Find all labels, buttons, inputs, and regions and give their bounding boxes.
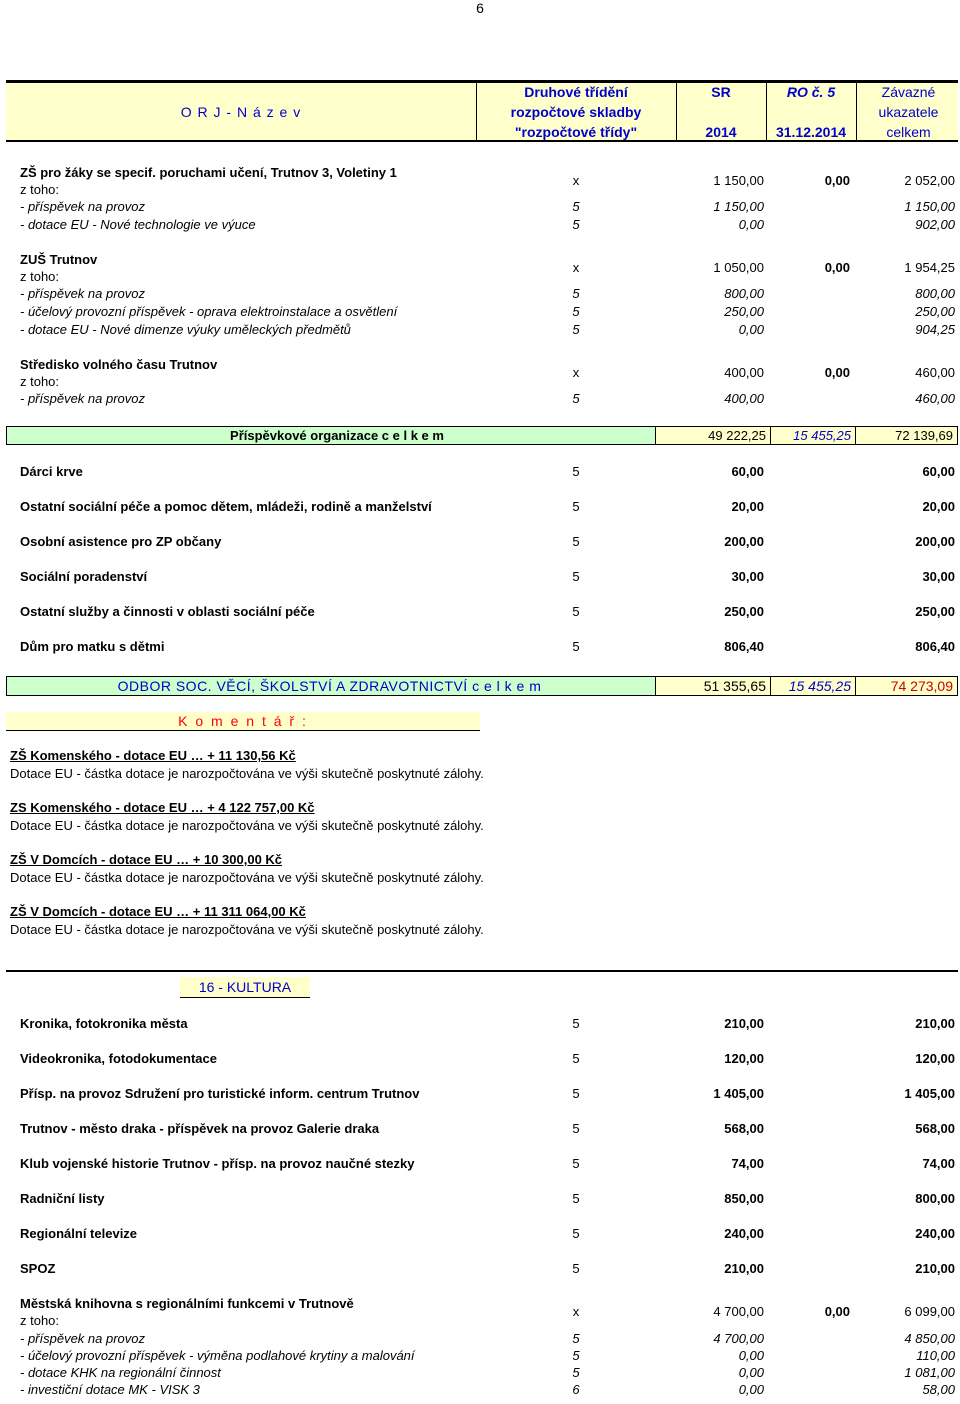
header-zav-1: Závazné xyxy=(881,83,936,100)
table-row xyxy=(6,1085,958,1102)
svc-ro: 0,00 xyxy=(824,365,850,380)
row-label: - příspěvek na provoz xyxy=(20,1331,146,1346)
row-sr: 210,00 xyxy=(724,1261,764,1276)
note-text: Dotace EU - částka dotace je narozpočtována ve výši skutečně poskytnuté zálohy. xyxy=(10,818,484,833)
row-sr: 1 150,00 xyxy=(713,199,764,214)
row-sr: 120,00 xyxy=(724,1051,764,1066)
mk-sr: 4 700,00 xyxy=(713,1304,764,1319)
svc-ztoho: z toho: xyxy=(20,374,60,389)
zs-ro: 0,00 xyxy=(824,173,850,188)
row-sr: 4 700,00 xyxy=(713,1331,764,1346)
table-row xyxy=(6,198,958,215)
header-sr-2: 2014 xyxy=(705,123,737,140)
row-code: 5 xyxy=(572,464,580,479)
table-row xyxy=(6,533,958,550)
zus-ztoho: z toho: xyxy=(20,269,60,284)
header-druh-1: Druhové třídění xyxy=(524,83,628,100)
header-sr xyxy=(676,83,766,140)
row-code: 5 xyxy=(572,1226,580,1241)
row-tot: 800,00 xyxy=(915,1191,955,1206)
row-tot: 210,00 xyxy=(915,1016,955,1031)
row-code: 5 xyxy=(572,1016,580,1031)
row-label: Ostatní služby a činnosti v oblasti sociální péče xyxy=(20,604,315,619)
row-label: Dárci krve xyxy=(20,464,83,479)
row-label: - příspěvek na provoz xyxy=(20,199,146,214)
row-sr: 0,00 xyxy=(738,1365,764,1380)
row-tot: 120,00 xyxy=(915,1051,955,1066)
row-label: Sociální poradenství xyxy=(20,569,148,584)
row-tot: 74,00 xyxy=(922,1156,955,1171)
table-row xyxy=(6,1155,958,1172)
mk-tot: 6 099,00 xyxy=(904,1304,955,1319)
row-tot: 902,00 xyxy=(915,217,955,232)
row-code: 5 xyxy=(572,499,580,514)
page-number: 6 xyxy=(476,0,484,16)
zus-tot: 1 954,25 xyxy=(904,260,955,275)
row-label: Regionální televize xyxy=(20,1226,138,1241)
row-tot: 60,00 xyxy=(922,464,955,479)
komentar-title: K o m e n t á ř : xyxy=(6,712,480,731)
row-label: - příspěvek na provoz xyxy=(20,391,146,406)
row-label: - příspěvek na provoz xyxy=(20,286,146,301)
row-code: 5 xyxy=(572,217,580,232)
odbor-total-ro: 15 455,25 xyxy=(770,677,855,695)
table-row xyxy=(6,463,958,480)
row-sr: 850,00 xyxy=(724,1191,764,1206)
svc-sr: 400,00 xyxy=(724,365,764,380)
row-tot: 800,00 xyxy=(915,286,955,301)
row-code: 5 xyxy=(572,391,580,406)
row-sr: 0,00 xyxy=(738,322,764,337)
row-label: Kronika, fotokronika města xyxy=(20,1016,188,1031)
odbor-total-tot: 74 273,09 xyxy=(855,677,957,695)
zs-title: ZŠ pro žáky se specif. poruchami učení, Trutnov 3, Voletiny 1 xyxy=(20,165,397,180)
table-row xyxy=(6,603,958,620)
svc-code: x xyxy=(572,365,580,380)
row-code: 5 xyxy=(572,304,580,319)
table-row xyxy=(6,568,958,585)
row-label: - investiční dotace MK - VISK 3 xyxy=(20,1382,200,1397)
table-row xyxy=(6,1381,958,1398)
table-row xyxy=(6,1015,958,1032)
row-sr: 30,00 xyxy=(731,569,764,584)
table-row xyxy=(6,1120,958,1137)
svc-title: Středisko volného času Trutnov xyxy=(20,357,218,372)
row-label: Trutnov - město draka - příspěvek na provoz Galerie draka xyxy=(20,1121,380,1136)
row-label: - dotace KHK na regionální činnost xyxy=(20,1365,221,1380)
po-total-sr: 49 222,25 xyxy=(655,427,770,444)
row-sr: 0,00 xyxy=(738,217,764,232)
zs-ztoho: z toho: xyxy=(20,182,60,197)
header-name xyxy=(6,83,476,140)
row-code: 5 xyxy=(572,604,580,619)
row-label: - účelový provozní příspěvek - výměna podlahové krytiny a malování xyxy=(20,1348,415,1363)
table-row xyxy=(6,498,958,515)
note-title: ZS Komenského - dotace EU … + 4 122 757,00 Kč xyxy=(10,800,315,815)
odbor-total-sr: 51 355,65 xyxy=(655,677,770,695)
header-zav xyxy=(856,83,960,140)
svc-sum-row xyxy=(6,364,958,381)
zus-code: x xyxy=(572,260,580,275)
row-sr: 250,00 xyxy=(724,304,764,319)
row-label: - dotace EU - Nové dimenze výuky uměleckých předmětů xyxy=(20,322,351,337)
table-row xyxy=(6,1225,958,1242)
row-label: Přísp. na provoz Sdružení pro turistické inform. centrum Trutnov xyxy=(20,1086,420,1101)
row-code: 5 xyxy=(572,639,580,654)
zs-sr: 1 150,00 xyxy=(713,173,764,188)
odbor-total-bar xyxy=(6,676,958,696)
zs-sum-row xyxy=(6,172,958,189)
row-label: Ostatní sociální péče a pomoc dětem, mládeži, rodině a manželství xyxy=(20,499,432,514)
table-row xyxy=(6,1190,958,1207)
table-row xyxy=(6,1330,958,1347)
mk-code: x xyxy=(572,1304,580,1319)
row-code: 5 xyxy=(572,534,580,549)
row-tot: 240,00 xyxy=(915,1226,955,1241)
row-label: Osobní asistence pro ZP občany xyxy=(20,534,222,549)
row-sr: 60,00 xyxy=(731,464,764,479)
row-label: SPOZ xyxy=(20,1261,56,1276)
row-label: Radniční listy xyxy=(20,1191,105,1206)
mk-ztoho: z toho: xyxy=(20,1313,60,1328)
zus-title: ZUŠ Trutnov xyxy=(20,252,98,267)
row-sr: 20,00 xyxy=(731,499,764,514)
row-code: 5 xyxy=(572,322,580,337)
row-code: 5 xyxy=(572,1348,580,1363)
row-sr: 1 405,00 xyxy=(713,1086,764,1101)
header-sr-1: SR xyxy=(711,83,731,100)
row-tot: 210,00 xyxy=(915,1261,955,1276)
row-sr: 240,00 xyxy=(724,1226,764,1241)
mk-sum-row xyxy=(6,1303,958,1320)
row-tot: 250,00 xyxy=(915,304,955,319)
note-title: ZŠ V Domcích - dotace EU … + 11 311 064,00 Kč xyxy=(10,904,306,919)
row-code: 5 xyxy=(572,1051,580,1066)
table-row xyxy=(6,1364,958,1381)
row-sr: 210,00 xyxy=(724,1016,764,1031)
row-code: 5 xyxy=(572,286,580,301)
row-tot: 1 405,00 xyxy=(904,1086,955,1101)
note-text: Dotace EU - částka dotace je narozpočtována ve výši skutečně poskytnuté zálohy. xyxy=(10,922,484,937)
svc-tot: 460,00 xyxy=(915,365,955,380)
zs-code: x xyxy=(572,173,580,188)
row-tot: 4 850,00 xyxy=(904,1331,955,1346)
note-title: ZŠ V Domcích - dotace EU … + 10 300,00 Kč xyxy=(10,852,283,867)
table-row xyxy=(6,321,958,338)
header-ro xyxy=(766,83,856,140)
row-tot: 904,25 xyxy=(915,322,955,337)
table-row xyxy=(6,1347,958,1364)
row-sr: 0,00 xyxy=(738,1382,764,1397)
header-druh xyxy=(476,83,676,140)
table-row xyxy=(6,1050,958,1067)
mk-title: Městská knihovna s regionálními funkcemi v Trutnově xyxy=(20,1296,354,1311)
zus-ro: 0,00 xyxy=(824,260,850,275)
row-sr: 0,00 xyxy=(738,1348,764,1363)
row-label: - účelový provozní příspěvek - oprava elektroinstalace a osvětlení xyxy=(20,304,398,319)
kultura-title: 16 - KULTURA xyxy=(180,977,310,998)
note-title: ZŠ Komenského - dotace EU … + 11 130,56 Kč xyxy=(10,748,296,763)
header-ro-2: 31.12.2014 xyxy=(775,123,847,140)
row-sr: 568,00 xyxy=(724,1121,764,1136)
row-tot: 110,00 xyxy=(916,1348,955,1363)
table-row xyxy=(6,216,958,233)
row-code: 6 xyxy=(572,1382,580,1397)
row-tot: 30,00 xyxy=(922,569,955,584)
row-label: Dům pro matku s dětmi xyxy=(20,639,165,654)
row-code: 5 xyxy=(572,199,580,214)
row-code: 5 xyxy=(572,1156,580,1171)
row-sr: 400,00 xyxy=(724,391,764,406)
row-tot: 1 150,00 xyxy=(904,199,955,214)
row-tot: 250,00 xyxy=(915,604,955,619)
header-druh-3: "rozpočtové třídy" xyxy=(514,123,638,140)
row-label: Klub vojenské historie Trutnov - přísp. na provoz naučné stezky xyxy=(20,1156,415,1171)
table-row xyxy=(6,285,958,302)
mk-ro: 0,00 xyxy=(824,1304,850,1319)
header-zav-3: celkem xyxy=(886,123,931,140)
po-total-bar xyxy=(6,426,958,445)
row-code: 5 xyxy=(572,1121,580,1136)
row-sr: 800,00 xyxy=(724,286,764,301)
row-code: 5 xyxy=(572,569,580,584)
row-label: Videokronika, fotodokumentace xyxy=(20,1051,217,1066)
row-tot: 58,00 xyxy=(922,1382,955,1397)
table-header xyxy=(6,80,958,142)
header-zav-2: ukazatele xyxy=(878,103,939,120)
note-text: Dotace EU - částka dotace je narozpočtována ve výši skutečně poskytnuté zálohy. xyxy=(10,870,484,885)
row-sr: 250,00 xyxy=(724,604,764,619)
row-sr: 74,00 xyxy=(731,1156,764,1171)
row-tot: 20,00 xyxy=(922,499,955,514)
po-total-ro: 15 455,25 xyxy=(770,427,855,444)
header-name-text: O R J - N á z e v xyxy=(180,103,302,120)
note-text: Dotace EU - částka dotace je narozpočtována ve výši skutečně poskytnuté zálohy. xyxy=(10,766,484,781)
row-code: 5 xyxy=(572,1086,580,1101)
row-tot: 460,00 xyxy=(915,391,955,406)
po-total-label: Příspěvkové organizace c e l k e m xyxy=(230,428,444,443)
row-code: 5 xyxy=(572,1191,580,1206)
row-code: 5 xyxy=(572,1365,580,1380)
zus-sum-row xyxy=(6,259,958,276)
header-druh-2: rozpočtové skladby xyxy=(510,103,642,120)
odbor-total-label: ODBOR SOC. VĚCÍ, ŠKOLSTVÍ A ZDRAVOTNICTVÍ c e l k e m xyxy=(117,678,542,694)
table-row xyxy=(6,390,958,407)
row-tot: 200,00 xyxy=(915,534,955,549)
section-divider xyxy=(6,970,958,972)
row-sr: 806,40 xyxy=(724,639,764,654)
zs-tot: 2 052,00 xyxy=(904,173,955,188)
row-code: 5 xyxy=(572,1331,580,1346)
row-tot: 806,40 xyxy=(915,639,955,654)
row-tot: 1 081,00 xyxy=(904,1365,955,1380)
po-total-tot: 72 139,69 xyxy=(855,427,957,444)
zus-sr: 1 050,00 xyxy=(713,260,764,275)
header-ro-1: RO č. 5 xyxy=(786,83,836,100)
row-sr: 200,00 xyxy=(724,534,764,549)
table-row xyxy=(6,638,958,655)
row-label: - dotace EU - Nové technologie ve výuce xyxy=(20,217,256,232)
table-row xyxy=(6,1260,958,1277)
row-tot: 568,00 xyxy=(915,1121,955,1136)
table-row xyxy=(6,303,958,320)
row-code: 5 xyxy=(572,1261,580,1276)
